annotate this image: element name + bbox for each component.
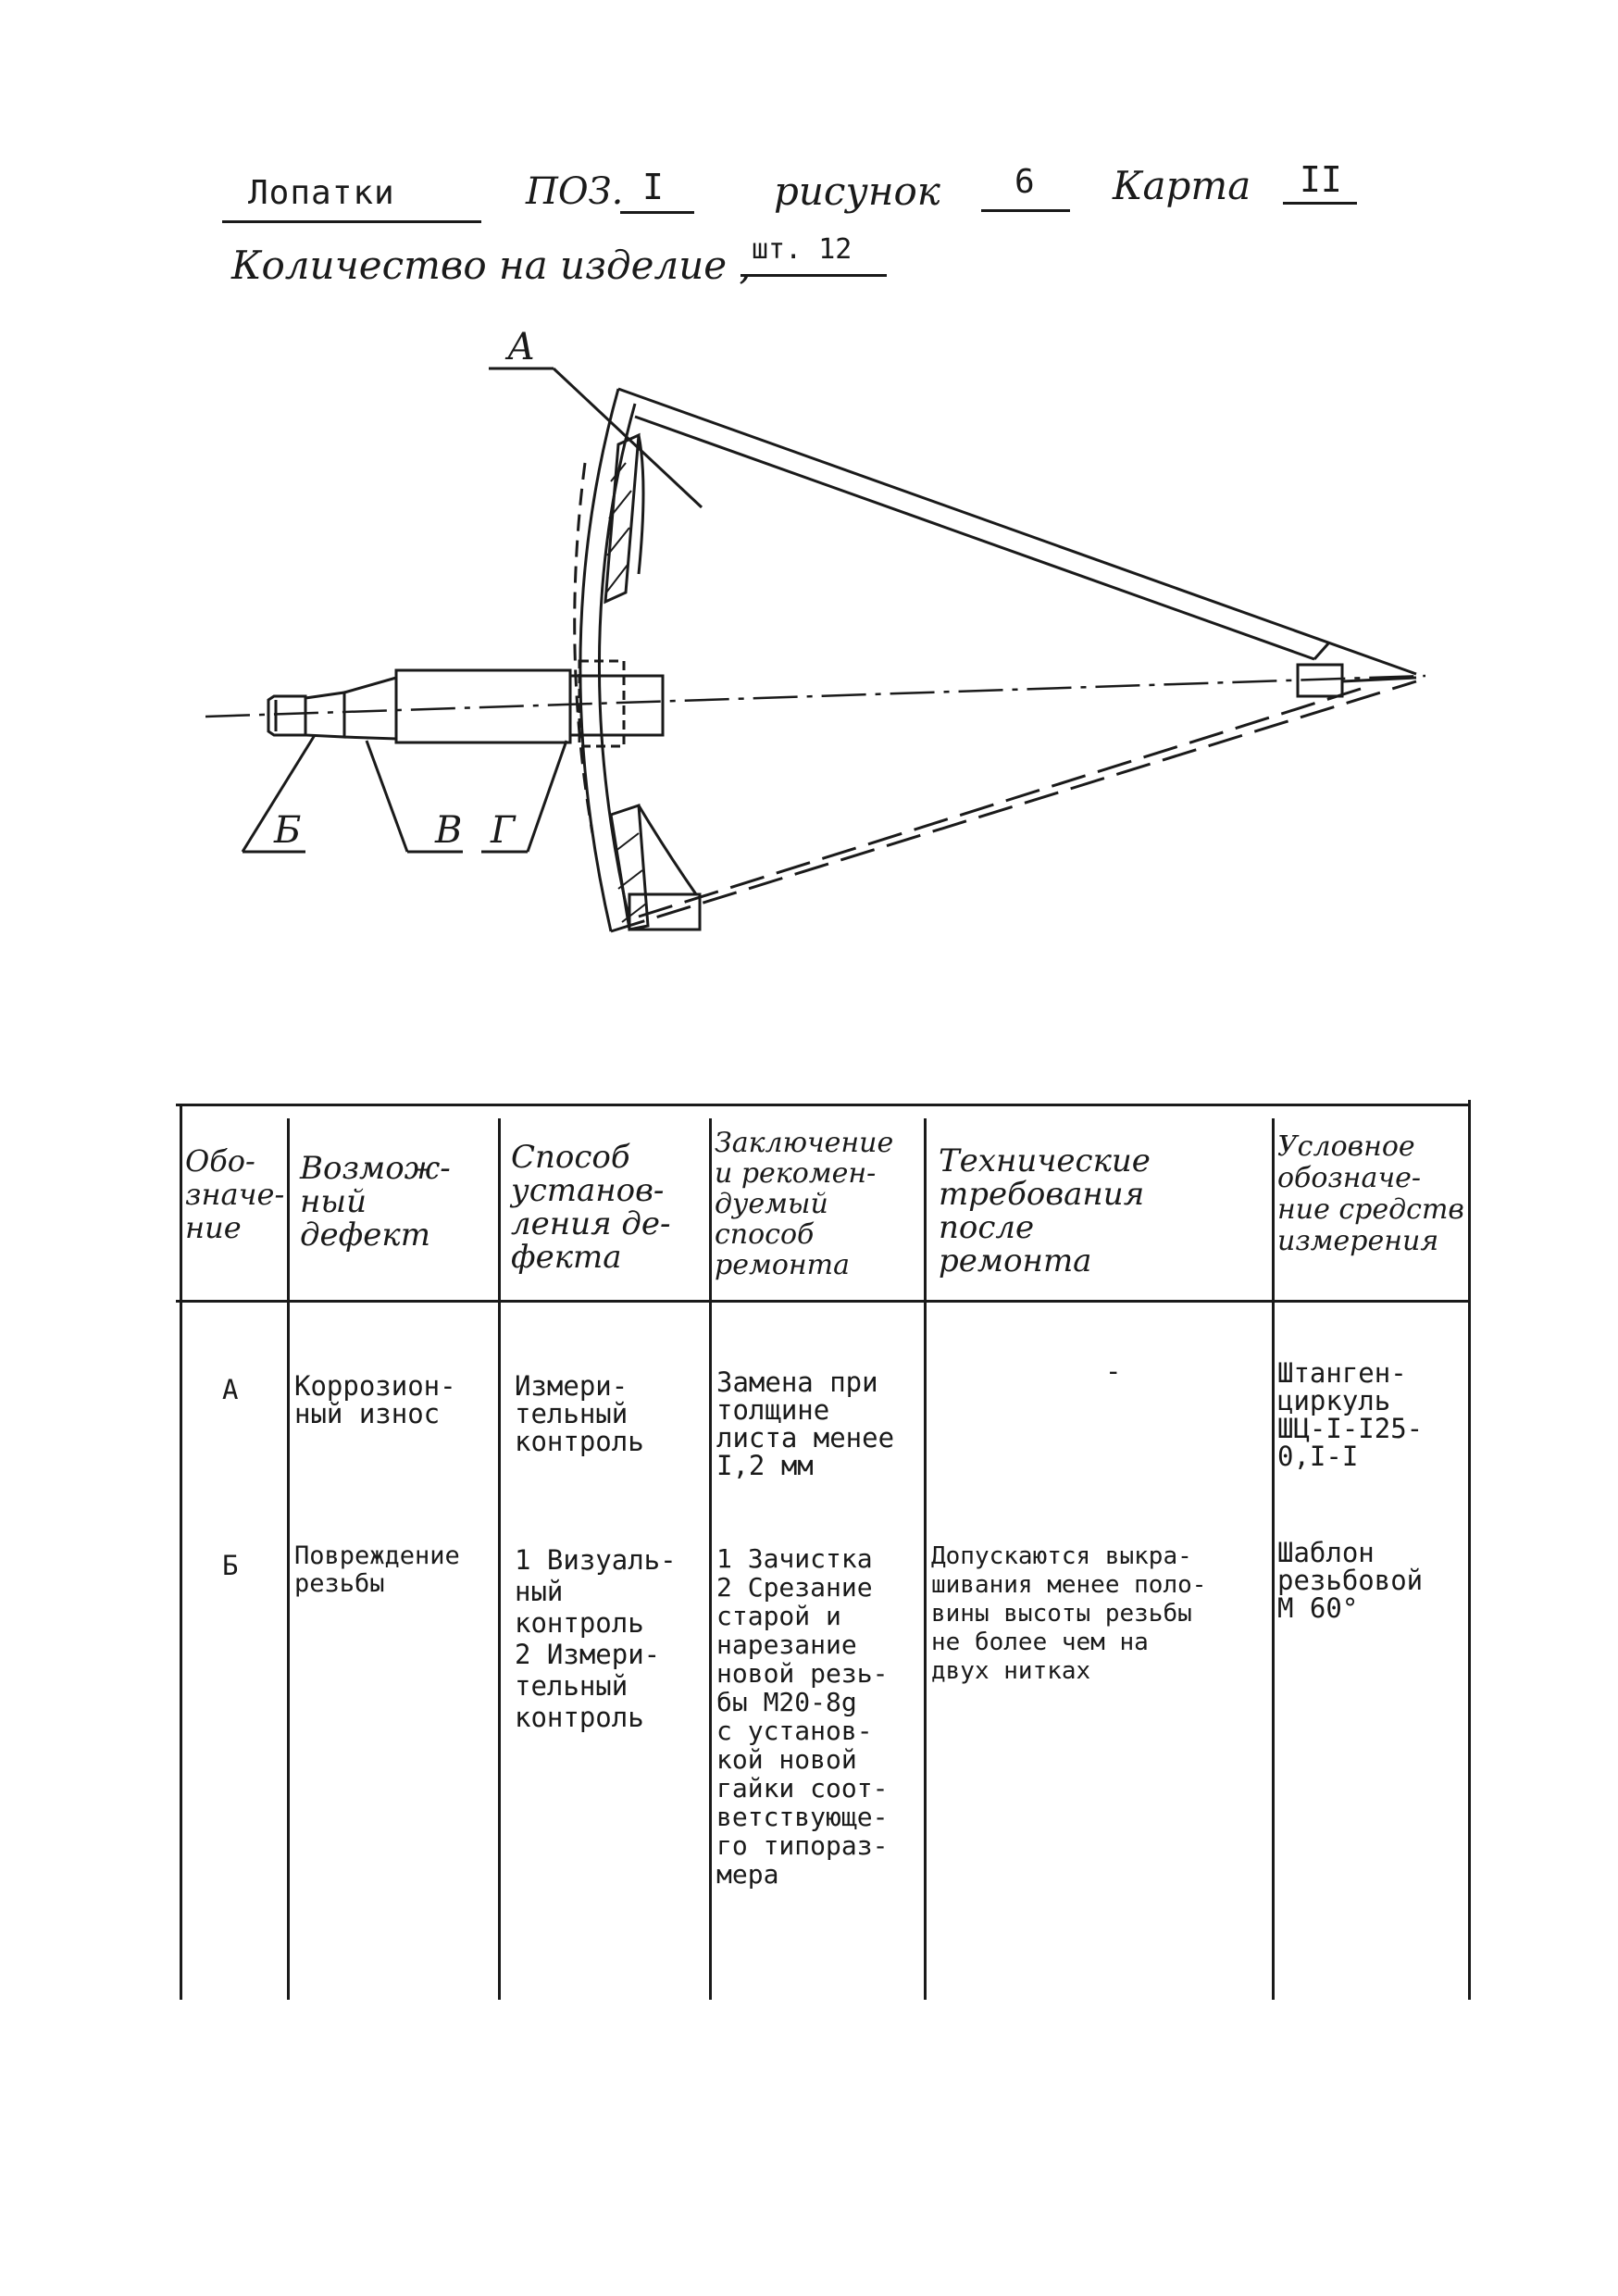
- row-b-method: 1 Визуаль- ный контроль 2 Измери- тельный контроль: [515, 1544, 677, 1733]
- figure-value: 6: [1014, 163, 1035, 201]
- figure-label: рисунок: [774, 168, 940, 214]
- shaft-nut: [268, 696, 305, 735]
- row-b-repair: 1 Зачистка 2 Срезание старой и нарезание новой резь- бы М20-8g с установ- кой новой гайки соот- ветствующе- го типораз- мера: [716, 1543, 889, 1890]
- blade-top-edge: [618, 389, 1416, 674]
- poz-label: ПОЗ.: [526, 170, 624, 213]
- table-left-border: [180, 1104, 182, 2000]
- card-value: II: [1300, 159, 1342, 200]
- card-label: Карта: [1113, 163, 1251, 208]
- row-a-defect: Коррозион- ный износ: [294, 1370, 456, 1429]
- quantity-value: шт. 12: [752, 233, 853, 266]
- col-header-requirements: Технические требования после ремонта: [939, 1142, 1151, 1279]
- col-divider-4: [924, 1118, 927, 2000]
- col-divider-2: [498, 1118, 501, 2000]
- col-divider-3: [709, 1118, 712, 2000]
- row-b-code: Б: [222, 1550, 239, 1581]
- callout-b: Б: [274, 809, 302, 852]
- table-right-border: [1468, 1100, 1471, 2000]
- row-a-code: А: [222, 1374, 239, 1405]
- blade-top-edge-inner: [635, 417, 1314, 659]
- table-header-border: [176, 1300, 1470, 1303]
- row-b-requirements: Допускаются выкра- шивания менее поло- вины высоты резьбы не более чем на двух нитках: [931, 1542, 1207, 1685]
- blade-drawing: [0, 0, 1618, 1037]
- quantity-label: Количество на изделие ,: [231, 243, 752, 288]
- row-a-repair: Замена при толщине листа менее I,2 мм: [716, 1366, 895, 1481]
- poz-value: I: [642, 167, 664, 207]
- callout-v: В: [435, 809, 463, 852]
- row-a-instrument: Штанген- циркуль ШЦ-I-I25- 0,I-I: [1277, 1357, 1424, 1472]
- leader-v: [367, 741, 407, 852]
- col-header-defect: Возмож- ный дефект: [300, 1150, 451, 1254]
- row-a-requirements: -: [1105, 1355, 1122, 1387]
- col-header-instrument: Условное обозначе- ние средств измерения: [1277, 1130, 1464, 1257]
- hub-stub: [570, 676, 663, 735]
- col-divider-5: [1272, 1118, 1275, 2000]
- row-b-defect: Повреждение резьбы: [294, 1541, 460, 1598]
- callout-g: Г: [491, 809, 516, 852]
- shaft-thread: [305, 693, 344, 737]
- col-header-code: Обо- значе- ние: [185, 1143, 285, 1245]
- blade-bottom-edge: [611, 681, 1416, 931]
- row-b-instrument: Шаблон резьбовой М 60°: [1277, 1537, 1424, 1624]
- shaft-taper: [344, 678, 396, 739]
- upper-bracket: [639, 435, 643, 574]
- table-top-border: [176, 1104, 1470, 1106]
- leader-a: [554, 368, 702, 507]
- part-name: Лопатки: [248, 174, 395, 212]
- lower-bracket: [639, 805, 696, 894]
- col-header-method: Способ установ- ления де- фекта: [511, 1139, 671, 1276]
- leader-g: [528, 741, 566, 852]
- callout-a: А: [507, 326, 536, 368]
- col-header-repair: Заключение и рекомен- дуемый способ ремонта: [715, 1127, 894, 1281]
- col-divider-1: [287, 1118, 290, 2000]
- center-axis-line: [205, 676, 1425, 717]
- row-a-method: Измери- тельный контроль: [515, 1370, 644, 1457]
